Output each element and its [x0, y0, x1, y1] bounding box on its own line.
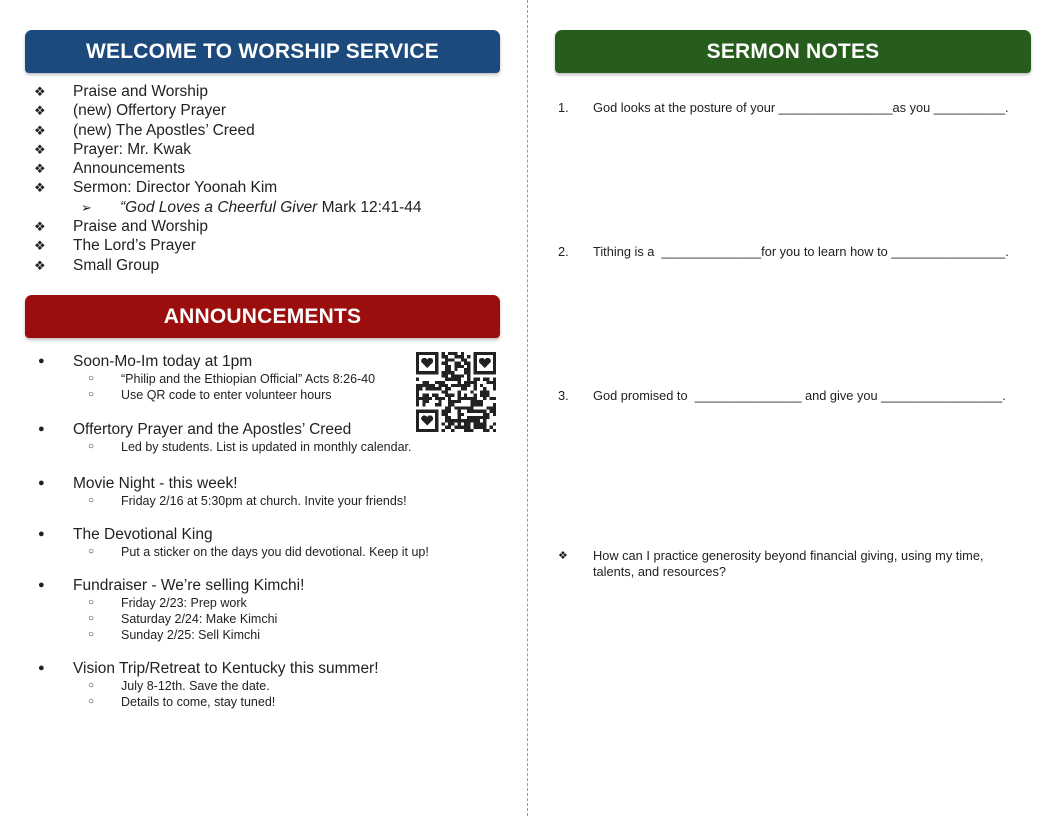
- sermon-title-item: [34, 198, 422, 217]
- announcement-item: ● Soon-Mo-Im today at 1pm ○ “Philip and the Ethiopian Official” Acts 8:26-40 ○ Use QR code to enter volunteer hours: [34, 352, 375, 403]
- circle-bullet-icon: ○: [88, 495, 95, 506]
- diamond-bullet-icon: ❖: [34, 84, 46, 99]
- circle-bullet-icon: ○: [88, 696, 95, 707]
- diamond-bullet-icon: ❖: [34, 257, 46, 273]
- announcement-item: ● Offertory Prayer and the Apostles’ Creed ○ Led by students. List is updated in monthly calendar.: [34, 420, 411, 455]
- circle-bullet-icon: ○: [88, 629, 95, 640]
- dot-bullet-icon: ●: [38, 355, 45, 367]
- arrow-bullet-icon: ➢: [81, 199, 92, 215]
- diamond-bullet-icon: ❖: [34, 141, 46, 157]
- service-item: ❖ (new) Offertory Prayer: [34, 102, 227, 120]
- announcements-title: ANNOUNCEMENTS: [163, 304, 362, 328]
- dot-bullet-icon: ●: [38, 477, 45, 489]
- service-item: ❖ Announcements: [34, 160, 186, 178]
- question-text: How can I practice generosity beyond financial giving, using my time, talents, and resources?: [593, 548, 984, 579]
- sermon-notes-title: SERMON NOTES: [706, 39, 880, 63]
- diamond-bullet-icon: ❖: [558, 550, 568, 562]
- note-number: 3.: [558, 388, 569, 403]
- sermon-title: “God Loves a Cheerful Giver: [120, 198, 318, 216]
- note-text: God promised to _______________ and give you _________________.: [593, 388, 1006, 403]
- note-text: Tithing is a ______________for you to learn how to ________________.: [593, 244, 1009, 259]
- announcement-item: ● Vision Trip/Retreat to Kentucky this summer! ○ July 8-12th. Save the date. ○ Details to come, stay tuned!: [34, 659, 379, 710]
- announcements-banner: [25, 295, 500, 338]
- fold-divider: [527, 0, 528, 816]
- note-number: 2.: [558, 244, 569, 259]
- dot-bullet-icon: ●: [38, 662, 45, 674]
- diamond-bullet-icon: ❖: [34, 180, 46, 196]
- service-item: ❖ Praise and Worship: [34, 83, 208, 100]
- circle-bullet-icon: ○: [88, 373, 95, 384]
- diamond-bullet-icon: ❖: [34, 238, 46, 254]
- diamond-bullet-icon: ❖: [34, 103, 46, 119]
- welcome-title: WELCOME TO WORSHIP SERVICE: [86, 39, 439, 63]
- announcement-item: ● Movie Night - this week! ○ Friday 2/16 at 5:30pm at church. Invite your friends!: [34, 474, 407, 509]
- dot-bullet-icon: ●: [38, 579, 45, 591]
- sermon-note: [558, 100, 1009, 116]
- note-text: God looks at the posture of your ________________as you __________.: [593, 100, 1009, 115]
- circle-bullet-icon: ○: [88, 546, 95, 557]
- diamond-bullet-icon: ❖: [34, 122, 46, 138]
- service-item: ❖ Small Group: [34, 256, 160, 274]
- circle-bullet-icon: ○: [88, 441, 95, 452]
- announcement-item: ● Fundraiser - We’re selling Kimchi! ○ Friday 2/23: Prep work ○ Saturday 2/24: Make Kimchi ○ Sunday 2/25: Sell Kimchi: [34, 576, 304, 643]
- diamond-bullet-icon: ❖: [34, 161, 46, 177]
- note-number: 1.: [558, 100, 569, 115]
- welcome-banner: [25, 30, 500, 73]
- sermon-reference: Mark 12:41-44: [317, 198, 422, 216]
- sermon-notes-banner: [555, 30, 1031, 73]
- circle-bullet-icon: ○: [88, 597, 95, 608]
- circle-bullet-icon: ○: [88, 680, 95, 691]
- service-item: ❖ Prayer: Mr. Kwak: [34, 140, 191, 158]
- circle-bullet-icon: ○: [88, 389, 95, 400]
- announcement-item: ● The Devotional King ○ Put a sticker on the days you did devotional. Keep it up!: [34, 525, 429, 560]
- service-item: ❖ Sermon: Director Yoonah Kim: [34, 179, 278, 197]
- service-item: ❖ (new) The Apostles’ Creed: [34, 121, 255, 139]
- order-of-service: [34, 82, 422, 275]
- dot-bullet-icon: ●: [38, 423, 45, 435]
- service-item: ❖ Praise and Worship: [34, 218, 208, 236]
- sermon-note: [558, 244, 1009, 260]
- diamond-bullet-icon: ❖: [34, 219, 46, 235]
- circle-bullet-icon: ○: [88, 613, 95, 624]
- reflection-question: [558, 548, 1018, 580]
- sermon-note: [558, 388, 1006, 404]
- service-item: ❖ The Lord’s Prayer: [34, 237, 196, 255]
- qr-code-icon[interactable]: [416, 352, 496, 432]
- dot-bullet-icon: ●: [38, 528, 45, 540]
